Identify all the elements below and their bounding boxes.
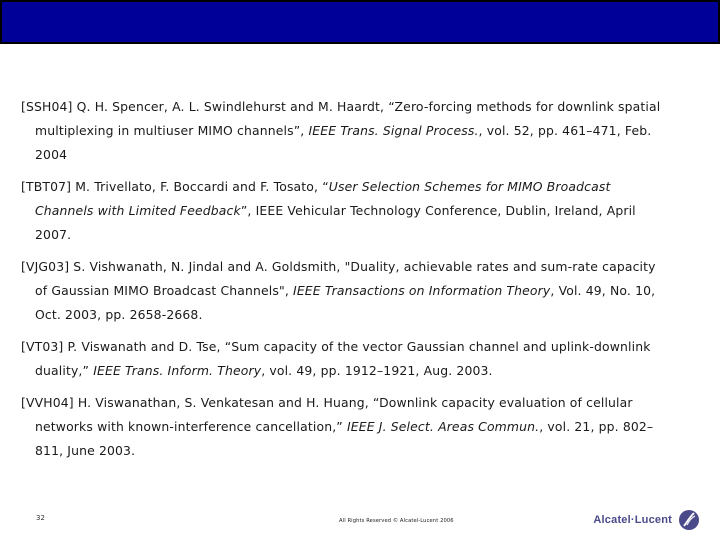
reference-details: , vol. 52, pp. 461–471, Feb. 2004 [35, 123, 652, 162]
reference-key: [TBT07] [21, 179, 72, 194]
reference-text: M. Trivellato, F. Boccardi and F. Tosato, “ [71, 179, 329, 194]
reference-source: IEEE Transactions on Information Theory [293, 283, 551, 298]
reference-item [21, 175, 671, 247]
copyright-notice: All Rights Reserved © Alcatel-Lucent 2006 [339, 518, 454, 524]
reference-item [21, 335, 671, 383]
reference-key: [VT03] [21, 339, 64, 354]
reference-text: P. Viswanath and D. Tse, “Sum capacity of the vector Gaussian channel and uplink-downlink duality,” [35, 339, 651, 378]
brand-logo [593, 509, 700, 531]
reference-details: , vol. 49, pp. 1912–1921, Aug. 2003. [261, 363, 493, 378]
reference-source: IEEE Trans. Inform. Theory [93, 363, 262, 378]
reference-item [21, 255, 671, 327]
reference-details: , Vol. 49, No. 10, Oct. 2003, pp. 2658-2668. [35, 283, 656, 322]
reference-key: [VJG03] [21, 259, 70, 274]
alcatel-lucent-logo-icon [678, 509, 700, 531]
reference-source: IEEE Trans. Signal Process. [308, 123, 479, 138]
reference-item [21, 391, 671, 463]
reference-source: IEEE J. Select. Areas Commun. [346, 419, 540, 434]
page-number: 32 [36, 514, 45, 522]
reference-text: H. Viswanathan, S. Venkatesan and H. Huang, “Downlink capacity evaluation of cellular networks with known-interference cancellation,” [35, 395, 633, 434]
reference-text: S. Vishwanath, N. Jindal and A. Goldsmith, "Duality, achievable rates and sum-rate capacity of Gaussian MIMO Broadcast Channels", [35, 259, 656, 298]
reference-item [21, 95, 671, 167]
reference-source: User Selection Schemes for MIMO Broadcast Channels with Limited Feedback [35, 179, 611, 218]
reference-list [21, 95, 671, 471]
brand-name: Alcatel·Lucent [593, 514, 672, 526]
reference-details: , vol. 21, pp. 802–811, June 2003. [35, 419, 654, 458]
reference-key: [VVH04] [21, 395, 74, 410]
reference-details: ”, IEEE Vehicular Technology Conference, Dublin, Ireland, April 2007. [35, 203, 636, 242]
reference-key: [SSH04] [21, 99, 73, 114]
reference-text: Q. H. Spencer, A. L. Swindlehurst and M. Haardt, “Zero-forcing methods for downlink spatial multiplexing in multiuser MIMO channels”, [35, 99, 661, 138]
header-bar [0, 0, 720, 44]
